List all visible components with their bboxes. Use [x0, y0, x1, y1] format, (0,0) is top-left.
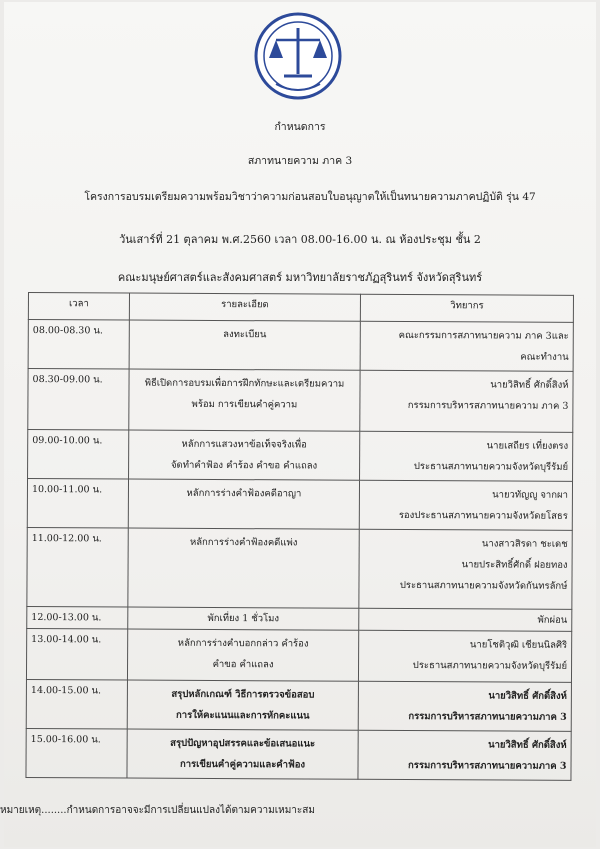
row-time: 14.00-15.00 น.	[26, 679, 127, 729]
detail-line: หลักการร่างคำบอกกล่าว คำร้อง	[177, 637, 309, 650]
table-row	[28, 369, 573, 433]
speaker-line: นายวิสิทธิ์ ศักดิ์สิงห์	[488, 690, 567, 702]
date-and-place: วันเสาร์ที่ 21 ตุลาคม พ.ศ.2560 เวลา 08.00-16.00 น. ณ ห้องประชุม ชั้น 2	[119, 233, 481, 246]
row-speaker	[359, 608, 572, 631]
footer-note: หมายเหตุ........กำหนดการอาจจะมีการเปลี่ยนแปลงได้ตามความเหมาะสม	[0, 805, 315, 816]
speaker-line: นายวิสิทธิ์ ศักดิ์สิงห์	[490, 379, 569, 391]
speaker-line: ประธานสภาทนายความจังหวัดกันทรลักษ์	[399, 579, 568, 592]
detail-line: พร้อม การเขียนคำคู่ความ	[191, 398, 298, 411]
row-time: 08.00-08.30 น.	[28, 320, 129, 370]
speaker-line: คณะทำงาน	[520, 351, 569, 363]
row-speaker	[358, 730, 571, 780]
document-title: กำหนดการ	[274, 121, 326, 133]
schedule-table	[25, 292, 574, 781]
detail-line: พักเที่ยง 1 ชั่วโมง	[207, 612, 280, 625]
table-row	[28, 320, 573, 372]
speaker-line: นายเสถียร เที่ยงตรง	[486, 440, 569, 452]
lawyers-council-seal-icon	[254, 12, 342, 100]
row-time: 13.00-14.00 น.	[26, 628, 127, 680]
row-time: 10.00-11.00 น.	[27, 479, 128, 529]
project-title: โครงการอบรมเตรียมความพร้อมวิชาว่าความก่อนสอบใบอนุญาตให้เป็นทนายความภาคปฏิบัติ รุ่น 47	[84, 191, 536, 203]
table-row	[26, 628, 571, 682]
speaker-line: นายวิสิทธิ์ ศักดิ์สิงห์	[488, 739, 567, 751]
detail-line: หลักการร่างคำฟ้องคดีแพ่ง	[189, 536, 298, 549]
organization-name: สภาทนายความ ภาค 3	[247, 155, 353, 167]
detail-line: พิธีเปิดการอบรมเพื่อการฝึกทักษะและเตรียมความ	[144, 377, 345, 390]
row-detail	[127, 680, 358, 730]
row-speaker	[360, 431, 573, 481]
header-speaker: วิทยากร	[360, 294, 573, 322]
row-speaker	[359, 480, 572, 530]
row-detail	[127, 729, 358, 779]
speaker-line: คณะกรรมการสภาทนายความ ภาค 3และ	[398, 329, 569, 342]
detail-line: ลงทะเบียน	[223, 329, 267, 341]
speaker-line: กรรมการบริหารสภาทนายความภาค 3	[408, 710, 567, 723]
speaker-line: กรรมการบริหารสภาทนายความภาค 3	[408, 759, 567, 772]
row-time: 09.00-10.00 น.	[28, 430, 129, 480]
detail-line: จัดทำคำฟ้อง คำร้อง คำขอ คำแถลง	[170, 459, 318, 472]
speaker-line: นายโชติวุฒิ เชียนนิลศิริ	[469, 639, 568, 651]
speaker-line: นางสาวสิรดา ชะเดช	[481, 538, 568, 550]
row-detail	[129, 369, 360, 431]
table-row	[28, 430, 573, 482]
table-row	[26, 679, 571, 731]
row-time: 08.30-09.00 น.	[28, 369, 129, 431]
table-row	[27, 527, 572, 609]
row-detail	[129, 320, 360, 370]
row-time: 15.00-16.00 น.	[26, 728, 127, 778]
row-detail	[128, 607, 359, 630]
row-detail	[128, 528, 359, 608]
speaker-line: รองประธานสภาทนายความจังหวัดยโสธร	[398, 509, 568, 522]
row-time: 12.00-13.00 น.	[27, 606, 128, 629]
speaker-line: กรรมการบริหารสภาทนายความ ภาค 3	[407, 399, 569, 412]
detail-line: หลักการแสวงหาข้อเท็จจริงเพื่อ	[181, 438, 307, 451]
detail-line: สรุปหลักเกณฑ์ วิธีการตรวจข้อสอบ	[171, 688, 315, 701]
speaker-line: ประธานสภาทนายความจังหวัดบุรีรัมย์	[412, 660, 568, 672]
detail-line: คำขอ คำแถลง	[212, 658, 274, 671]
row-detail	[127, 629, 358, 681]
row-detail	[129, 430, 360, 480]
detail-line: หลักการร่างคำฟ้องคดีอาญา	[186, 487, 302, 500]
speaker-line: ประธานสภาทนายความจังหวัดบุรีรัมย์	[413, 461, 569, 473]
speaker-line: นายวทัญญู จากผา	[492, 489, 568, 501]
header-time: เวลา	[28, 293, 129, 321]
row-detail	[128, 479, 359, 529]
table-header-row	[28, 293, 573, 323]
detail-line: สรุปปัญหาอุปสรรคและข้อเสนอแนะ	[170, 737, 316, 750]
row-speaker	[360, 321, 573, 371]
row-speaker	[360, 370, 573, 432]
speaker-line: นายประสิทธิ์ศักดิ์ ฝอยทอง	[461, 559, 568, 571]
table-row	[27, 606, 572, 631]
speaker-line: พักผ่อน	[537, 614, 568, 626]
venue: คณะมนุษย์ศาสตร์และสังคมศาสตร์ มหาวิทยาลัยราชภัฏสุรินทร์ จังหวัดสุรินทร์	[117, 271, 483, 284]
row-time: 11.00-12.00 น.	[27, 527, 128, 607]
header-detail: รายละเอียด	[129, 293, 360, 321]
row-speaker	[359, 529, 572, 609]
row-speaker	[358, 681, 571, 731]
table-row	[27, 479, 572, 531]
detail-line: การเขียนคำคู่ความและคำฟ้อง	[179, 758, 306, 771]
table-row	[26, 728, 571, 780]
detail-line: การให้คะแนนและการหักคะแนน	[176, 709, 310, 722]
row-speaker	[358, 630, 571, 682]
